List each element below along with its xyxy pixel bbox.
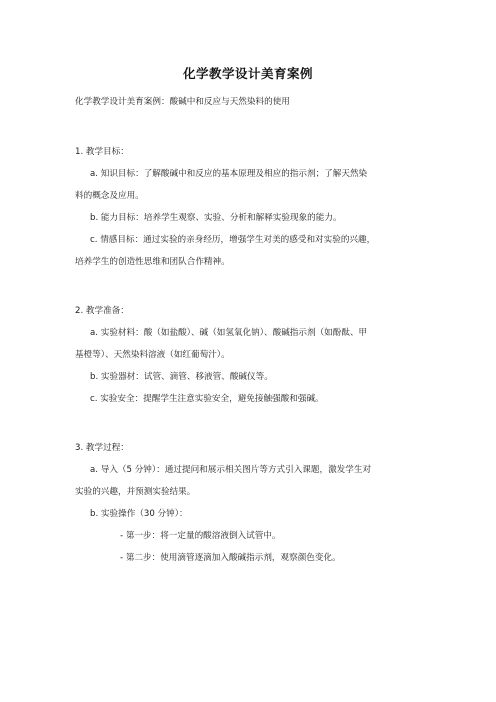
list-item: b. 实验器材：试管、滴管、移液管、酸碱仪等。	[90, 372, 273, 382]
list-item: c. 实验安全：提醒学生注意实验安全，避免接触强酸和强碱。	[90, 394, 324, 404]
list-item-continuation: 基橙等）、天然染料溶液（如红葡萄汁）。	[75, 350, 230, 360]
sub-list-item: - 第一步：将一定量的酸溶液倒入试管中。	[120, 531, 281, 541]
sub-list-item: - 第二步：使用滴管逐滴加入酸碱指示剂，观察颜色变化。	[120, 553, 341, 563]
document-title: 化学教学设计美育案例	[182, 66, 313, 81]
list-item: b. 能力目标：培养学生观察、实验、分析和解释实验现象的能力。	[90, 213, 342, 223]
list-item: c. 情感目标：通过实验的亲身经历，增强学生对美的感受和对实验的兴趣，	[90, 235, 376, 245]
list-item: a. 实验材料：酸（如盐酸）、碱（如氢氧化钠）、酸碱指示剂（如酚酞、甲	[90, 328, 368, 338]
section-heading-preparation: 2. 教学准备：	[75, 306, 129, 316]
list-item: b. 实验操作（30 分钟）：	[90, 509, 188, 519]
list-item: a. 导入（5 分钟）：通过提问和展示相关图片等方式引入课题，激发学生对	[90, 465, 372, 475]
section-heading-objectives: 1. 教学目标：	[75, 147, 129, 157]
list-item-continuation: 培养学生的创造性思维和团队合作精神。	[75, 257, 230, 267]
section-heading-process: 3. 教学过程：	[75, 443, 129, 453]
list-item-continuation: 实验的兴趣，并预测实验结果。	[75, 487, 196, 497]
list-item: a. 知识目标：了解酸碱中和反应的基本原理及相应的指示剂；了解天然染	[90, 169, 368, 179]
document-subtitle: 化学教学设计美育案例：酸碱中和反应与天然染料的使用	[75, 97, 290, 107]
list-item-continuation: 料的概念及应用。	[75, 191, 144, 201]
